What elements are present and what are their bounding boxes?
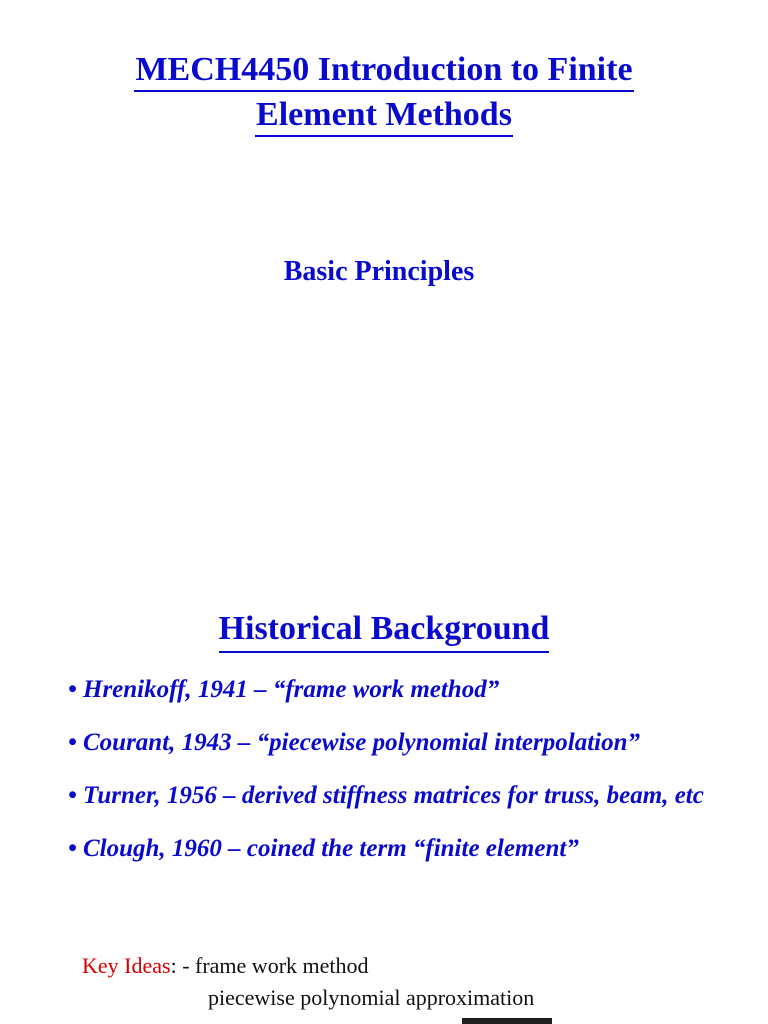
bullet-item: • Turner, 1956 – derived stiffness matrices for truss, beam, etc <box>68 782 704 809</box>
page-title <box>0 47 768 137</box>
section-heading <box>0 607 768 653</box>
bullet-item: • Hrenikoff, 1941 – “frame work method” <box>68 676 500 703</box>
title-line-2: Element Methods <box>255 95 513 137</box>
key-ideas-second: piecewise polynomial approximation <box>208 985 535 1010</box>
subtitle: Basic Principles <box>283 256 475 287</box>
bullet-list <box>68 672 748 884</box>
key-ideas-label: Key Ideas <box>82 953 171 978</box>
portrait-photo <box>462 1018 552 1024</box>
title-line-1: MECH4450 Introduction to Finite <box>134 50 633 92</box>
key-ideas <box>82 950 534 1014</box>
bullet-item: • Courant, 1943 – “piecewise polynomial interpolation” <box>68 729 640 756</box>
key-ideas-first: : - frame work method <box>170 953 369 978</box>
section-heading-text: Historical Background <box>219 607 550 653</box>
slide-2 <box>0 520 768 1024</box>
bullet-item: • Clough, 1960 – coined the term “finite element” <box>68 835 579 862</box>
